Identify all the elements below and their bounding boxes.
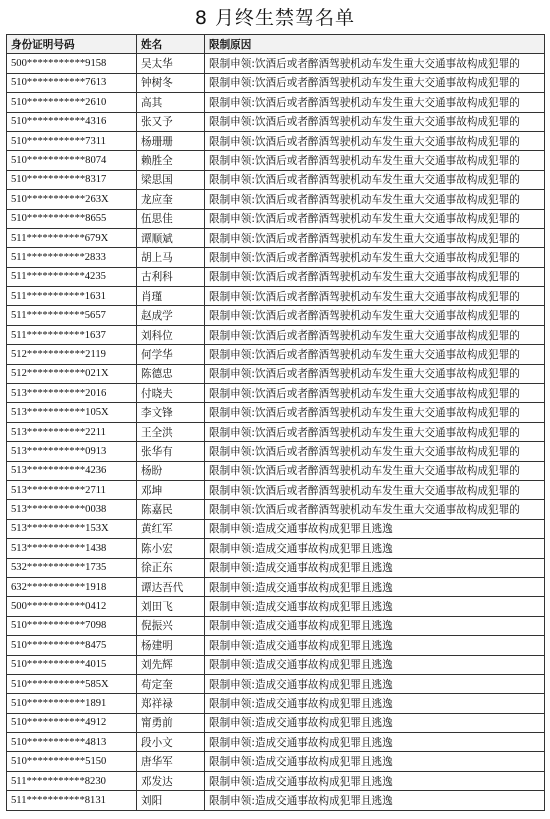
reason-cell: 限制申领:造成交通事故构成犯罪且逃逸 bbox=[205, 752, 545, 771]
reason-cell: 限制申领:饮酒后或者醉酒驾驶机动车发生重大交通事故构成犯罪的 bbox=[205, 384, 545, 403]
id-number-cell: 511***********1631 bbox=[7, 287, 137, 306]
table-body bbox=[7, 54, 545, 810]
name-cell: 黄红军 bbox=[137, 519, 205, 538]
reason-cell: 限制申领:饮酒后或者醉酒驾驶机动车发生重大交通事故构成犯罪的 bbox=[205, 325, 545, 344]
table-row bbox=[7, 73, 545, 92]
name-cell: 张华有 bbox=[137, 442, 205, 461]
table-row bbox=[7, 558, 545, 577]
table-row bbox=[7, 325, 545, 344]
reason-cell: 限制申领:造成交通事故构成犯罪且逃逸 bbox=[205, 616, 545, 635]
name-cell: 杨珊珊 bbox=[137, 131, 205, 150]
name-cell: 谭顺斌 bbox=[137, 228, 205, 247]
id-number-cell: 632***********1918 bbox=[7, 577, 137, 596]
id-number-cell: 532***********1735 bbox=[7, 558, 137, 577]
table-row bbox=[7, 791, 545, 810]
reason-cell: 限制申领:造成交通事故构成犯罪且逃逸 bbox=[205, 713, 545, 732]
table-row bbox=[7, 752, 545, 771]
id-number-cell: 510***********4813 bbox=[7, 733, 137, 752]
table-row bbox=[7, 151, 545, 170]
name-cell: 刘科位 bbox=[137, 325, 205, 344]
id-number-cell: 511***********5657 bbox=[7, 306, 137, 325]
reason-cell: 限制申领:饮酒后或者醉酒驾驶机动车发生重大交通事故构成犯罪的 bbox=[205, 131, 545, 150]
reason-cell: 限制申领:饮酒后或者醉酒驾驶机动车发生重大交通事故构成犯罪的 bbox=[205, 54, 545, 73]
name-cell: 伍思佳 bbox=[137, 209, 205, 228]
reason-cell: 限制申领:饮酒后或者醉酒驾驶机动车发生重大交通事故构成犯罪的 bbox=[205, 93, 545, 112]
id-number-cell: 513***********2016 bbox=[7, 384, 137, 403]
id-number-cell: 513***********105X bbox=[7, 403, 137, 422]
id-number-cell: 510***********8475 bbox=[7, 636, 137, 655]
name-cell: 吴太华 bbox=[137, 54, 205, 73]
id-number-cell: 512***********2119 bbox=[7, 345, 137, 364]
reason-cell: 限制申领:饮酒后或者醉酒驾驶机动车发生重大交通事故构成犯罪的 bbox=[205, 480, 545, 499]
reason-cell: 限制申领:饮酒后或者醉酒驾驶机动车发生重大交通事故构成犯罪的 bbox=[205, 306, 545, 325]
name-cell: 刘田飞 bbox=[137, 597, 205, 616]
id-number-cell: 513***********0038 bbox=[7, 500, 137, 519]
name-cell: 梁思国 bbox=[137, 170, 205, 189]
table-row bbox=[7, 93, 545, 112]
name-cell: 赖胜全 bbox=[137, 151, 205, 170]
header-name: 姓名 bbox=[137, 35, 205, 54]
table-row bbox=[7, 422, 545, 441]
ban-list-table bbox=[6, 34, 545, 811]
id-number-cell: 510***********585X bbox=[7, 674, 137, 693]
id-number-cell: 513***********2211 bbox=[7, 422, 137, 441]
table-row bbox=[7, 733, 545, 752]
id-number-cell: 510***********1891 bbox=[7, 694, 137, 713]
table-row bbox=[7, 267, 545, 286]
name-cell: 杨建明 bbox=[137, 636, 205, 655]
name-cell: 邓发达 bbox=[137, 771, 205, 790]
reason-cell: 限制申领:造成交通事故构成犯罪且逃逸 bbox=[205, 791, 545, 810]
table-row bbox=[7, 655, 545, 674]
id-number-cell: 510***********8655 bbox=[7, 209, 137, 228]
id-number-cell: 510***********7311 bbox=[7, 131, 137, 150]
table-row bbox=[7, 713, 545, 732]
reason-cell: 限制申领:饮酒后或者醉酒驾驶机动车发生重大交通事故构成犯罪的 bbox=[205, 422, 545, 441]
table-row bbox=[7, 287, 545, 306]
table-row bbox=[7, 345, 545, 364]
reason-cell: 限制申领:饮酒后或者醉酒驾驶机动车发生重大交通事故构成犯罪的 bbox=[205, 248, 545, 267]
name-cell: 龙应奎 bbox=[137, 190, 205, 209]
reason-cell: 限制申领:饮酒后或者醉酒驾驶机动车发生重大交通事故构成犯罪的 bbox=[205, 73, 545, 92]
table-row bbox=[7, 636, 545, 655]
id-number-cell: 511***********679X bbox=[7, 228, 137, 247]
table-header-row bbox=[7, 35, 545, 54]
reason-cell: 限制申领:造成交通事故构成犯罪且逃逸 bbox=[205, 597, 545, 616]
reason-cell: 限制申领:造成交通事故构成犯罪且逃逸 bbox=[205, 519, 545, 538]
id-number-cell: 510***********8074 bbox=[7, 151, 137, 170]
name-cell: 张又予 bbox=[137, 112, 205, 131]
table-row bbox=[7, 539, 545, 558]
id-number-cell: 510***********2610 bbox=[7, 93, 137, 112]
reason-cell: 限制申领:饮酒后或者醉酒驾驶机动车发生重大交通事故构成犯罪的 bbox=[205, 364, 545, 383]
table-row bbox=[7, 170, 545, 189]
name-cell: 苟定奎 bbox=[137, 674, 205, 693]
name-cell: 邓坤 bbox=[137, 480, 205, 499]
reason-cell: 限制申领:饮酒后或者醉酒驾驶机动车发生重大交通事故构成犯罪的 bbox=[205, 403, 545, 422]
table-row bbox=[7, 519, 545, 538]
name-cell: 王全洪 bbox=[137, 422, 205, 441]
name-cell: 胡上马 bbox=[137, 248, 205, 267]
table-row bbox=[7, 112, 545, 131]
name-cell: 郑祥禄 bbox=[137, 694, 205, 713]
reason-cell: 限制申领:造成交通事故构成犯罪且逃逸 bbox=[205, 539, 545, 558]
reason-cell: 限制申领:饮酒后或者醉酒驾驶机动车发生重大交通事故构成犯罪的 bbox=[205, 267, 545, 286]
id-number-cell: 510***********8317 bbox=[7, 170, 137, 189]
table-row bbox=[7, 54, 545, 73]
header-reason: 限制原因 bbox=[205, 35, 545, 54]
page-title: 8 月终生禁驾名单 bbox=[194, 7, 356, 29]
table-row bbox=[7, 306, 545, 325]
table-row bbox=[7, 403, 545, 422]
name-cell: 钟树冬 bbox=[137, 73, 205, 92]
reason-cell: 限制申领:造成交通事故构成犯罪且逃逸 bbox=[205, 694, 545, 713]
name-cell: 唐华军 bbox=[137, 752, 205, 771]
table-row bbox=[7, 694, 545, 713]
table-row bbox=[7, 500, 545, 519]
name-cell: 赵成学 bbox=[137, 306, 205, 325]
table-row bbox=[7, 248, 545, 267]
id-number-cell: 513***********4236 bbox=[7, 461, 137, 480]
reason-cell: 限制申领:饮酒后或者醉酒驾驶机动车发生重大交通事故构成犯罪的 bbox=[205, 228, 545, 247]
reason-cell: 限制申领:饮酒后或者醉酒驾驶机动车发生重大交通事故构成犯罪的 bbox=[205, 190, 545, 209]
id-number-cell: 510***********263X bbox=[7, 190, 137, 209]
table-row bbox=[7, 577, 545, 596]
table-row bbox=[7, 384, 545, 403]
name-cell: 徐正东 bbox=[137, 558, 205, 577]
name-cell: 陈德忠 bbox=[137, 364, 205, 383]
reason-cell: 限制申领:造成交通事故构成犯罪且逃逸 bbox=[205, 655, 545, 674]
name-cell: 古利科 bbox=[137, 267, 205, 286]
table-row bbox=[7, 480, 545, 499]
name-cell: 甯勇前 bbox=[137, 713, 205, 732]
id-number-cell: 513***********0913 bbox=[7, 442, 137, 461]
name-cell: 付晓夫 bbox=[137, 384, 205, 403]
id-number-cell: 511***********8131 bbox=[7, 791, 137, 810]
id-number-cell: 510***********4912 bbox=[7, 713, 137, 732]
reason-cell: 限制申领:造成交通事故构成犯罪且逃逸 bbox=[205, 558, 545, 577]
name-cell: 李文锋 bbox=[137, 403, 205, 422]
id-number-cell: 511***********1637 bbox=[7, 325, 137, 344]
id-number-cell: 510***********7098 bbox=[7, 616, 137, 635]
reason-cell: 限制申领:造成交通事故构成犯罪且逃逸 bbox=[205, 577, 545, 596]
name-cell: 刘阳 bbox=[137, 791, 205, 810]
reason-cell: 限制申领:造成交通事故构成犯罪且逃逸 bbox=[205, 636, 545, 655]
name-cell: 杨盼 bbox=[137, 461, 205, 480]
id-number-cell: 513***********153X bbox=[7, 519, 137, 538]
reason-cell: 限制申领:饮酒后或者醉酒驾驶机动车发生重大交通事故构成犯罪的 bbox=[205, 170, 545, 189]
table-row bbox=[7, 209, 545, 228]
reason-cell: 限制申领:造成交通事故构成犯罪且逃逸 bbox=[205, 771, 545, 790]
table-row bbox=[7, 674, 545, 693]
table-row bbox=[7, 442, 545, 461]
name-cell: 刘先辉 bbox=[137, 655, 205, 674]
name-cell: 何学华 bbox=[137, 345, 205, 364]
name-cell: 段小文 bbox=[137, 733, 205, 752]
id-number-cell: 500***********9158 bbox=[7, 54, 137, 73]
name-cell: 谭达吾代 bbox=[137, 577, 205, 596]
table-row bbox=[7, 228, 545, 247]
id-number-cell: 513***********2711 bbox=[7, 480, 137, 499]
id-number-cell: 510***********5150 bbox=[7, 752, 137, 771]
reason-cell: 限制申领:造成交通事故构成犯罪且逃逸 bbox=[205, 674, 545, 693]
reason-cell: 限制申领:饮酒后或者醉酒驾驶机动车发生重大交通事故构成犯罪的 bbox=[205, 345, 545, 364]
reason-cell: 限制申领:饮酒后或者醉酒驾驶机动车发生重大交通事故构成犯罪的 bbox=[205, 442, 545, 461]
id-number-cell: 510***********7613 bbox=[7, 73, 137, 92]
id-number-cell: 511***********4235 bbox=[7, 267, 137, 286]
table-row bbox=[7, 771, 545, 790]
name-cell: 高其 bbox=[137, 93, 205, 112]
reason-cell: 限制申领:造成交通事故构成犯罪且逃逸 bbox=[205, 733, 545, 752]
table-row bbox=[7, 364, 545, 383]
id-number-cell: 511***********8230 bbox=[7, 771, 137, 790]
table-row bbox=[7, 131, 545, 150]
header-id-number: 身份证明号码 bbox=[7, 35, 137, 54]
id-number-cell: 500***********0412 bbox=[7, 597, 137, 616]
id-number-cell: 512***********021X bbox=[7, 364, 137, 383]
table-row bbox=[7, 597, 545, 616]
name-cell: 倪振兴 bbox=[137, 616, 205, 635]
id-number-cell: 510***********4316 bbox=[7, 112, 137, 131]
table-row bbox=[7, 190, 545, 209]
name-cell: 陈小宏 bbox=[137, 539, 205, 558]
name-cell: 肖瑾 bbox=[137, 287, 205, 306]
reason-cell: 限制申领:饮酒后或者醉酒驾驶机动车发生重大交通事故构成犯罪的 bbox=[205, 461, 545, 480]
id-number-cell: 510***********4015 bbox=[7, 655, 137, 674]
id-number-cell: 511***********2833 bbox=[7, 248, 137, 267]
table-row bbox=[7, 461, 545, 480]
id-number-cell: 513***********1438 bbox=[7, 539, 137, 558]
reason-cell: 限制申领:饮酒后或者醉酒驾驶机动车发生重大交通事故构成犯罪的 bbox=[205, 112, 545, 131]
reason-cell: 限制申领:饮酒后或者醉酒驾驶机动车发生重大交通事故构成犯罪的 bbox=[205, 500, 545, 519]
table-row bbox=[7, 616, 545, 635]
reason-cell: 限制申领:饮酒后或者醉酒驾驶机动车发生重大交通事故构成犯罪的 bbox=[205, 151, 545, 170]
reason-cell: 限制申领:饮酒后或者醉酒驾驶机动车发生重大交通事故构成犯罪的 bbox=[205, 209, 545, 228]
reason-cell: 限制申领:饮酒后或者醉酒驾驶机动车发生重大交通事故构成犯罪的 bbox=[205, 287, 545, 306]
name-cell: 陈嘉民 bbox=[137, 500, 205, 519]
